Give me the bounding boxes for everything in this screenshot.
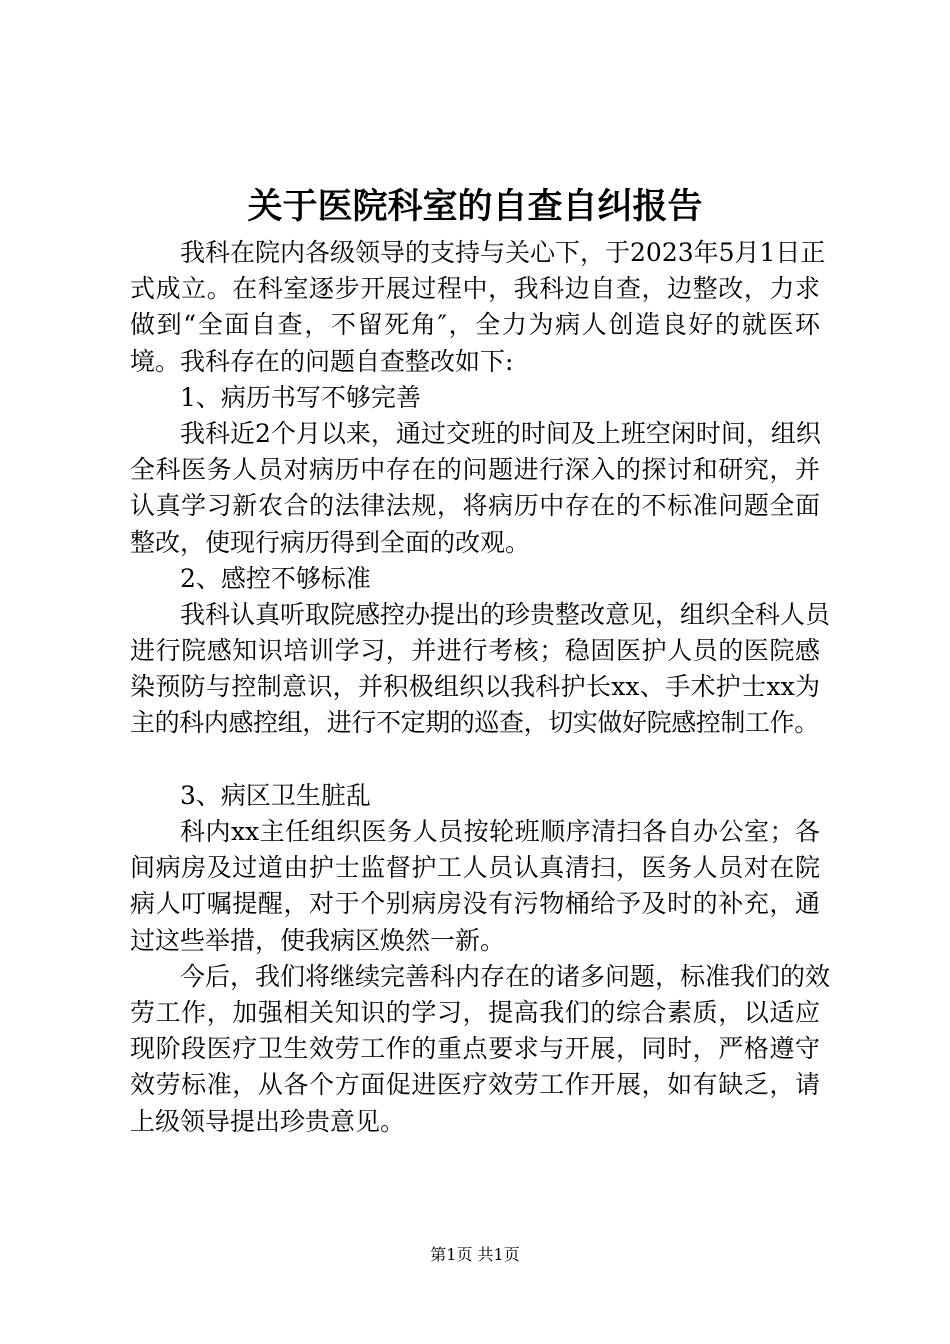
page-footer: 第1页 共1页 [430, 1245, 520, 1264]
paragraph-line: 今后，我们将继续完善科内存在的诸多问题，标准我们的效 [180, 961, 831, 991]
paragraph-line: 上级领导提出珍贵意见。 [130, 1106, 406, 1136]
paragraph-line: 主的科内感控组，进行不定期的巡查，切实做好院感控制工作。 [130, 708, 819, 738]
paragraph-line: 进行院感知识培训学习，并进行考核；稳固医护人员的医院感 [130, 636, 820, 666]
section-heading: 3、病区卫生脏乱 [180, 780, 371, 810]
paragraph-line: 我科在院内各级领导的支持与关心下，于2023年5月1日正 [180, 238, 826, 267]
paragraph-line: 染预防与控制意识，并积极组织以我科护长xx、手术护士xx为 [130, 672, 820, 702]
paragraph-line: 整改，使现行病历得到全面的改观。 [130, 527, 531, 557]
paragraph-line: 现阶段医疗卫生效劳工作的重点要求与开展，同时，严格遵守 [130, 1034, 820, 1064]
paragraph-line: 效劳标准，从各个方面促进医疗效劳工作开展，如有缺乏，请 [130, 1070, 820, 1100]
paragraph-line: 境。我科存在的问题自查整改如下: [130, 346, 514, 376]
paragraph-line: 病人叮嘱提醒，对于个别病房没有污物桶给予及时的补充，通 [130, 889, 820, 919]
paragraph-line: 全科医务人员对病历中存在的问题进行深入的探讨和研究，并 [130, 455, 820, 485]
section-heading: 1、病历书写不够完善 [180, 382, 421, 412]
paragraph-line: 我科认真听取院感控办提出的珍贵整改意见，组织全科人员 [180, 599, 831, 629]
paragraph-line: 科内xx主任组织医务人员按轮班顺序清扫各自办公室；各 [180, 817, 820, 846]
paragraph-line: 我科近2个月以来，通过交班的时间及上班空闲时间，组织 [180, 418, 821, 448]
paragraph-line: 式成立。在科室逐步开展过程中，我科边自查，边整改，力求 [130, 274, 820, 304]
document-body [130, 235, 831, 1140]
section-heading: 2、感控不够标准 [180, 563, 371, 593]
paragraph-line: 认真学习新农合的法律法规，将病历中存在的不标准问题全面 [130, 491, 820, 521]
paragraph-line: 过这些举措，使我病区焕然一新。 [130, 925, 506, 955]
paragraph-line: 劳工作，加强相关知识的学习，提高我们的综合素质，以适应 [130, 997, 820, 1027]
document-title: 关于医院科室的自查自纠报告 [247, 186, 703, 227]
blank-line [130, 742, 820, 778]
paragraph-line: 做到“全面自查，不留死角″，全力为病人创造良好的就医环 [130, 310, 820, 340]
paragraph-line: 间病房及过道由护士监督护工人员认真清扫，医务人员对在院 [130, 853, 820, 883]
